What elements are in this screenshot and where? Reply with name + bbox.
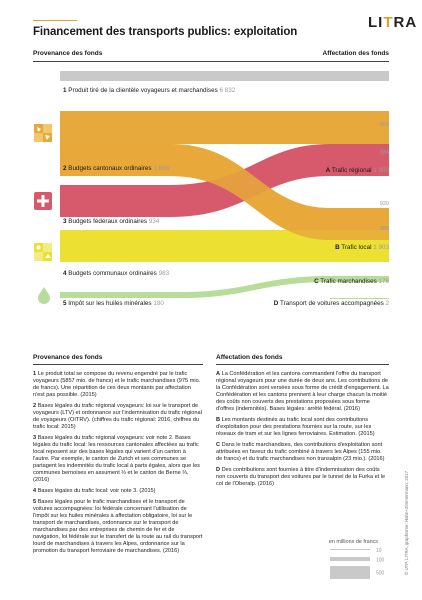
note-C: C Dans le trafic marchandises, des contributions d'exploitation sont attribuées en faveur du trafic combiné à travers les Alpes (155 mio. de francs) et du trafic marchandises non transalpin (23 mio.). (2016) [216,441,385,463]
notes-right-title: Affectation des fonds [216,354,283,361]
legend-label-500: 500 [376,570,385,577]
flow-band-cars [330,298,389,299]
legend-bar-10 [330,549,370,550]
notes-right-divider [216,364,389,365]
note-2: 2 Bases légales du trafic régional voyageurs: loi sur le transport de voyageurs (LTV) et ordonnance sur l'indemnisation du trafic régional de voyageurs (OITRV). (chiffres du trafic régional: 2016, chiffres du trafic local: 2015) [33,402,202,431]
flow-value-3: 920 [379,201,389,207]
note-A: A La Confédération et les cantons commandent l'offre du transport régional voyageurs pour une durée de deux ans. Les contributions de la Confédération sont versées sous forme de crédit d'engagement. La Confédération et les cantons prennent à leur charge chacun la moitié des coûts non couverts des prestations proposées sous forme d'offres (indemnités). Bases légales: arrêté fédéral. (2016) [216,371,389,413]
litra-logo: LITRA [368,14,418,31]
legend-title: en millions de francs [328,539,378,545]
note-5: 5 Bases légales pour le trafic marchandises et le transport de voitures accompagnées: loi fédérale concernant l'utilisation de l'impôt sur les huiles minérales à affectation obligatoire, loi sur le transport de marchandises, ordonnance sur le transport de marchandises par des entreprises de chemin de fer et de navigation, loi fédérale sur le transfert de la route au rail du transport lourd de marchandises à travers les Alpes, ordonnance sur la promotion du transport ferroviaire de marchandises. (2016) [33,498,203,555]
flow-value-4: 983 [379,226,389,232]
dest-label-B: B Trafic local 1 903 [335,244,389,251]
source-label-4: 4 Budgets communaux ordinaires 983 [63,270,170,277]
legend-label-10: 10 [376,548,382,554]
notes-left-title: Provenance des fonds [33,354,103,361]
legend-bar-500 [330,566,370,579]
source-label-2: 2 Budgets cantonaux ordinaires 1 886 [63,165,170,172]
notes-right [216,371,389,491]
notes-left-divider [33,364,203,365]
canton-flags-icon [33,123,53,143]
legend-bar-100 [330,557,370,561]
note-D: D Des contributions sont fournies à titre d'indemnisation des coûts non couverts du transport des voitures par le tunnel de la Furka et le col de l'Oberalp. (2016) [216,466,386,487]
flow-value-1: 966 [379,122,389,128]
municipal-flags-icon [33,242,53,262]
oil-drop-icon [37,286,51,304]
flow-band-cantons-regional [60,111,389,144]
source-label-3: 3 Budgets fédéraux ordinaires 934 [63,218,160,225]
legend-label-100: 100 [376,557,385,564]
page-title: Financement des transports publics: exploitation [33,26,298,38]
header-destinations: Affectation des fonds [322,50,389,57]
notes-left [33,371,203,559]
note-3: 3 Bases légales du trafic régional voyageurs: voir note 2. Bases légales du trafic local: les ressources cantonales affectées au trafic local reposent sur des bases légales qui varient d'un canton à l'autre. Par exemple, le canton de Zurich et ses communes se partagent les indemnités du trafic local à parts égales, alors que les communes bernoises en assument ⅓ et le canton de Berne ⅔. (2016) [33,434,200,484]
copyright: © UTP, LITRA, graphisme: Hahn+Zimmermann; 2017 [404,470,409,575]
source-label-1: 1 Produit tiré de la clientèle voyageurs et marchandises 6 832 [63,87,236,94]
header-sources: Provenance des fonds [33,50,103,57]
source-label-5: 5 Impôt sur les huiles minérales 180 [63,300,164,307]
note-4: 4 Bases légales du trafic local: voir note 3. (2015) [33,487,156,494]
flow-value-2: 934 [379,150,389,156]
flow-band-source-1 [60,71,389,81]
note-B: B Les montants destinés au trafic local sont des contributions d'exploitation pour des prestations fournies sur la route, sur les réseaux de tram et sur les lignes ferroviaires. Estimation. (2015) [216,417,375,438]
dest-label-A: A Trafic régional 1 900 [325,167,389,174]
size-legend [320,536,395,586]
note-1: 1 Le produit total se compose du revenu engendré par le trafic voyageurs (5857 mio. de francs) et le trafic marchandises (975 mio. de francs). Une répartition de ces deux montants par affectation n'est pas possible. (2015) [33,371,201,399]
dest-label-C: C Trafic marchandises 178 [314,278,389,285]
swiss-cross-icon [34,192,52,210]
dest-label-D: D Transport de voitures accompagnées 2 [273,300,389,307]
